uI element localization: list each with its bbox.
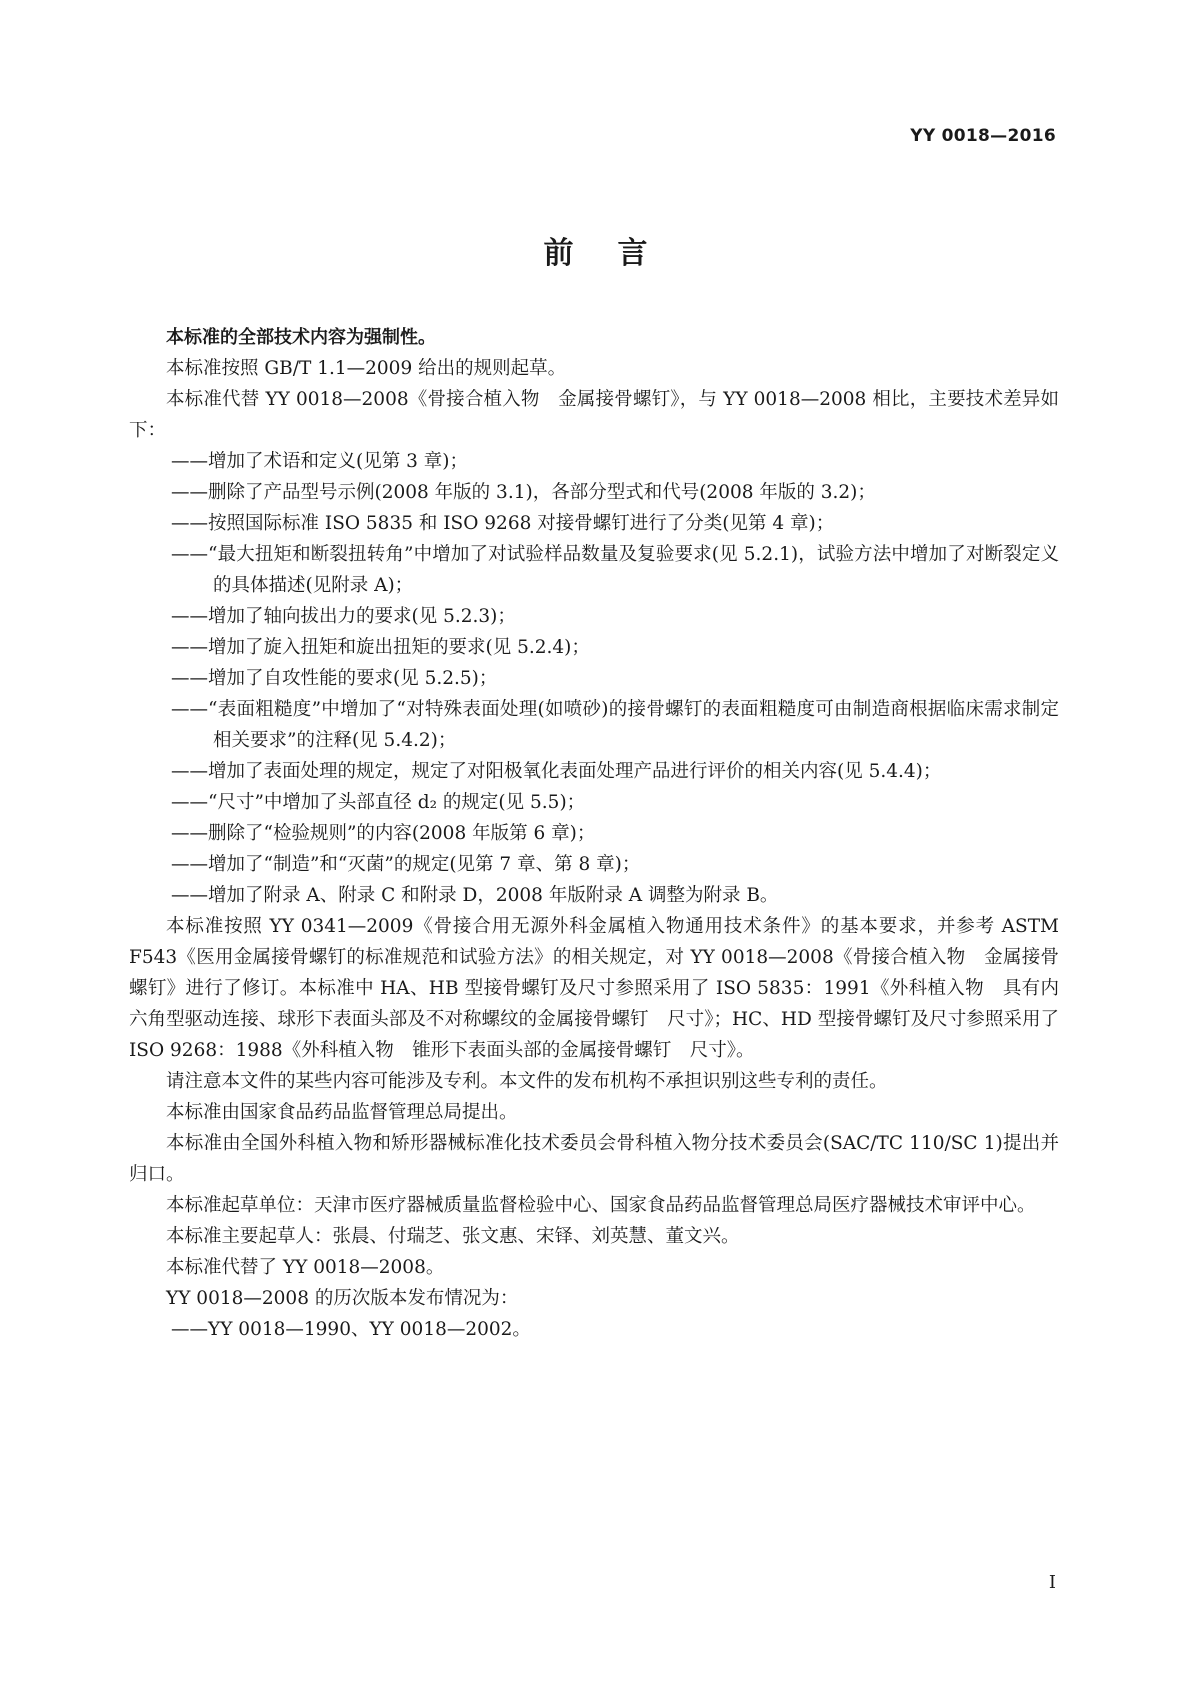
- list-item: ——“最大扭矩和断裂扭转角”中增加了对试验样品数量及复验要求(见 5.2.1)，试验方法中增加了对断裂定义的具体描述(见附录 A)；: [171, 544, 1059, 596]
- page-title: 前言: [543, 236, 692, 271]
- list-item: ——增加了“制造”和“灭菌”的规定(见第 7 章、第 8 章)；: [171, 854, 641, 875]
- list-item: ——“尺寸”中增加了头部直径 d₂ 的规定(见 5.5)；: [171, 792, 586, 813]
- page-number: I: [1048, 1572, 1056, 1593]
- paragraph-proposer: 本标准由国家食品药品监督管理总局提出。: [166, 1102, 518, 1123]
- list-item: ——增加了自攻性能的要求(见 5.2.5)；: [171, 668, 498, 689]
- foreword-body: [129, 322, 1059, 1345]
- paragraph-drafting-units: 本标准起草单位：天津市医疗器械质量监督检验中心、国家食品药品监督管理总局医疗器械技术审评中心。: [166, 1195, 1036, 1216]
- list-item: ——YY 0018—1990、YY 0018—2002。: [171, 1319, 531, 1340]
- paragraph-patent-notice: 请注意本文件的某些内容可能涉及专利。本文件的发布机构不承担识别这些专利的责任。: [166, 1071, 888, 1092]
- list-item: ——增加了表面处理的规定，规定了对阳极氧化表面处理产品进行评价的相关内容(见 5.4.4)；: [171, 761, 942, 782]
- paragraph-drafters: 本标准主要起草人：张晨、付瑞芝、张文惠、宋铎、刘英慧、董文兴。: [166, 1226, 740, 1247]
- list-item: ——“表面粗糙度”中增加了“对特殊表面处理(如喷砂)的接骨螺钉的表面粗糙度可由制造商根据临床需求制定相关要求”的注释(见 5.4.2)；: [171, 699, 1059, 751]
- paragraph-mandatory: 本标准的全部技术内容为强制性。: [166, 327, 436, 348]
- list-item: ——增加了术语和定义(见第 3 章)；: [171, 451, 468, 472]
- list-item: ——增加了附录 A、附录 C 和附录 D，2008 年版附录 A 调整为附录 B。: [171, 885, 779, 906]
- paragraph-committee: 本标准由全国外科植入物和矫形器械标准化技术委员会骨科植入物分技术委员会(SAC/TC 110/SC 1)提出并归口。: [129, 1133, 1059, 1185]
- list-item: ——删除了产品型号示例(2008 年版的 3.1)，各部分型式和代号(2008 年版的 3.2)；: [171, 482, 876, 503]
- list-item: ——增加了旋入扭矩和旋出扭矩的要求(见 5.2.4)；: [171, 637, 590, 658]
- list-item: ——按照国际标准 ISO 5835 和 ISO 9268 对接骨螺钉进行了分类(见第 4 章)；: [171, 513, 835, 534]
- paragraph-revision-basis: 本标准按照 YY 0341—2009《骨接合用无源外科金属植入物通用技术条件》的基本要求，并参考 ASTM F543《医用金属接骨螺钉的标准规范和试验方法》的相关规定，对 YY 0018—2008《骨接合植入物 金属接骨螺钉》进行了修订。本标准中 HA、HB 型接骨螺钉及尺寸参照采用了 ISO 5835：1991《外科植入物 具有内六角型驱动连接、球形下表面头部及不对称螺纹的金属接骨螺钉 尺寸》；HC、HD 型接骨螺钉及尺寸参照采用了 ISO 9268：1988《外科植入物 锥形下表面头部的金属接骨螺钉 尺寸》。: [129, 916, 1059, 1061]
- paragraph-replacement-intro: 本标准代替 YY 0018—2008《骨接合植入物 金属接骨螺钉》，与 YY 0018—2008 相比，主要技术差异如下：: [129, 389, 1059, 441]
- paragraph-drafting-rules: 本标准按照 GB/T 1.1—2009 给出的规则起草。: [166, 358, 567, 379]
- document-code: YY 0018—2016: [910, 126, 1056, 146]
- list-item: ——增加了轴向拔出力的要求(见 5.2.3)；: [171, 606, 516, 627]
- paragraph-history-intro: YY 0018—2008 的历次版本发布情况为：: [166, 1288, 519, 1309]
- paragraph-replaces: 本标准代替了 YY 0018—2008。: [166, 1257, 445, 1278]
- list-item: ——删除了“检验规则”的内容(2008 年版第 6 章)；: [171, 823, 596, 844]
